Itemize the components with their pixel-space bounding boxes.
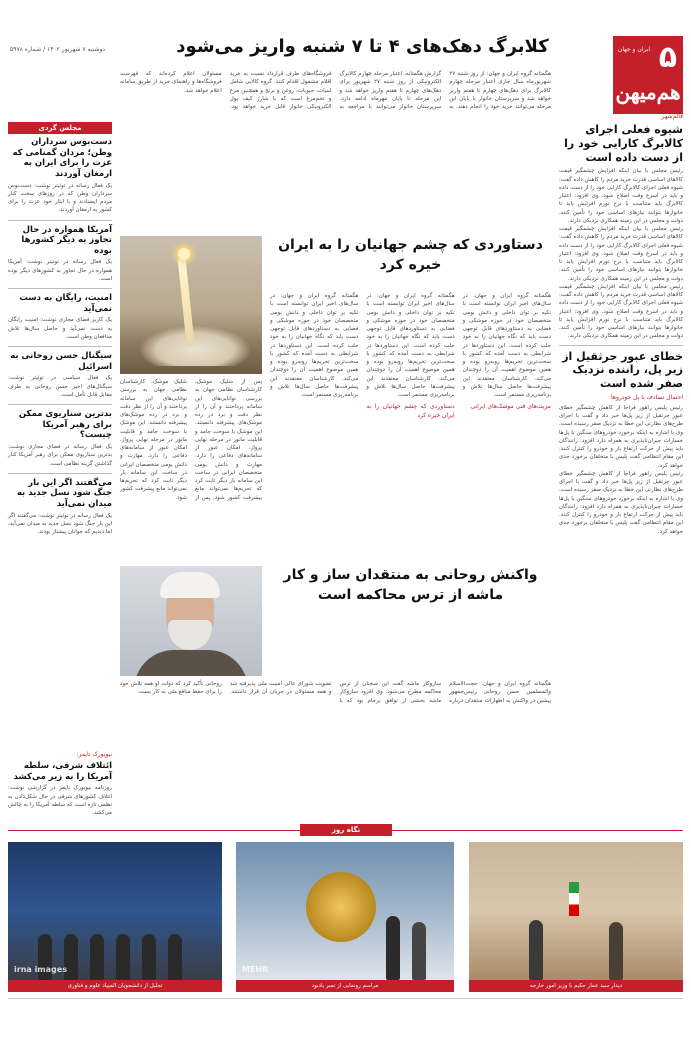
right-news-column <box>559 36 683 816</box>
agency-watermark: MEHR <box>242 965 269 974</box>
photo-section-label: نگاه روز <box>300 824 392 836</box>
section-label: ایران و جهان <box>617 46 651 53</box>
world-item-title: دست‌بوس سرداران وطن؛ مردان گمنامی که عزت را برای ایران به ارمغان آوردند <box>12 137 112 179</box>
story2-subhead-1: مزیت‌های فنی موشک‌های ایرانی <box>470 403 551 411</box>
world-item-body: یک فعال رسانه در توئیتر نوشت: آمریکا همواره در حال تجاوز به کشورهای دیگر بوده است. <box>8 259 112 282</box>
person-figure <box>529 920 543 980</box>
divider <box>8 220 112 221</box>
story2-body <box>270 292 551 562</box>
missile-flare <box>178 248 190 260</box>
left-story1-body-cont-2: رئیس مجلس با بیان اینکه افزایش چشمگیر قیمت کالاهای اساسی قدرت خرید مردم را کاهش داده گفت: شیوه فعلی اجرای کالابرگ کارایی خود را از دست داده و باید در اسرع وقت اصلاح شود. وی افزود: اعتبار کالابرگ باید متناسب با نرخ تورم افزایش یابد تا خانوارها بتوانند نیازهای اساسی خود را تأمین کنند. دولت و مجلس در این زمینه همکاری نزدیکی دارند. <box>559 283 683 340</box>
divider <box>8 346 112 347</box>
left-story2-sub: احتمال تصادف با پل خودروها <box>610 393 683 401</box>
story3-body <box>120 680 551 772</box>
left-story2-body-cont: رئیس پلیس راهور فراجا از کاهش چشمگیر خطای عبور جرثقیل از زیر پل‌ها خبر داد و گفت با اجرای طرح‌های نظارتی این خطا به نزدیک صفر رسیده است. وی با اشاره به اینکه برخورد خودروهای سنگین با پل‌ها خسارات جبران‌ناپذیری به همراه دارد افزود: رانندگان باید پیش از حرکت ارتفاع بار و خودرو را کنترل کنند. این مقام انتظامی گفت پلیس با متخلفان برخورد جدی خواهد کرد. <box>559 470 683 535</box>
newspaper-logo: هم‌میهن <box>615 80 681 104</box>
photo-caption: دیدار سید عمار حکیم با وزیر امور خارجه <box>469 980 683 992</box>
divider <box>8 288 112 289</box>
rouhani-portrait <box>120 566 262 676</box>
agency-watermark: irna images <box>14 965 67 974</box>
person-figure <box>90 934 104 980</box>
column-header: مجلس گردی <box>8 122 112 134</box>
story2-text: هگمتانه گروه ایران و جهان: در سال‌های اخیر ایران توانسته است با تکیه بر توان داخلی و دانش بومی متخصصان خود در حوزه موشکی و فضایی به دستاوردهای قابل توجهی دست یابد که نگاه جهانیان را به خود جلب کرده است. این دستاوردها در شرایطی به دست آمده که کشور با سخت‌ترین تحریم‌ها روبه‌رو بوده و همین موضوع اهمیت آن را دوچندان می‌کند. کارشناسان معتقدند این پیشرفت‌ها حاصل سال‌ها تلاش و برنامه‌ریزی مستمر است. <box>462 293 551 398</box>
flag-icon <box>569 882 579 916</box>
photo-caption: تجلیل از دانشجویان المپیاد علوم و فناوری <box>8 980 222 992</box>
world-item-body: یک کاربر فضای مجازی نوشت: امنیت رایگان به دست نمی‌آید و حاصل سال‌ها تلاش مدافعان وطن است. <box>8 317 112 340</box>
world-item-body: یک فعال رسانه در توئیتر نوشت: دست‌بوس سرداران وطن که در روزهای سخت کنار مردم ایستادند و با ایثار خود عزت را برای کشور به ارمغان آوردند. <box>8 182 112 214</box>
person-figure <box>168 934 182 980</box>
missile-caption-text-2: پس از شلیک موشک، کارشناسان نظامی جهان به بررسی توانایی‌های این سامانه پرداختند و آن را از نظر دقت و برد در رده موشک‌های پیشرفته دانستند. این موشک با سوخت جامد و قابلیت مانور در مرحله نهایی پرواز، امکان عبور از سامانه‌های دفاعی را دارد. مهارت و دانش بومی متخصصان ایرانی در ساخت این سامانه بار دیگر ثابت کرد که تحریم‌ها نمی‌تواند مانع پیشرفت کشور شود. <box>120 379 211 501</box>
person-figure <box>116 934 130 980</box>
world-item-title: امنیت، رایگان به دست نمی‌آید <box>19 293 112 314</box>
nyt-kicker: نیویورک تایمز: <box>76 751 112 758</box>
person-figure <box>412 922 426 980</box>
left-story1-body: رئیس مجلس با بیان اینکه افزایش چشمگیر قیمت کالاهای اساسی قدرت خرید مردم را کاهش داده گفت: شیوه فعلی اجرای کالابرگ کارایی خود را از دست داده و باید در اسرع وقت اصلاح شود. وی افزود: اعتبار کالابرگ باید متناسب با نرخ تورم افزایش یابد تا خانوارها بتوانند نیازهای اساسی خود را تأمین کنند. دولت و مجلس در این زمینه همکاری نزدیکی دارند. <box>559 168 683 224</box>
missile-caption <box>120 378 262 562</box>
story2-subhead-2: دستاوردی که چشم جهانیان را به ایران خیره کرد <box>366 403 455 420</box>
left-story2-body: رئیس پلیس راهور فراجا از کاهش چشمگیر خطای عبور جرثقیل از زیر پل‌ها خبر داد و گفت با اجرای طرح‌های نظارتی این خطا به نزدیک صفر رسیده است. وی با اشاره به اینکه برخورد خودروهای سنگین با پل‌ها خسارات جبران‌ناپذیری به همراه دارد افزود: رانندگان باید پیش از حرکت ارتفاع بار و خودرو را کنترل کنند. این مقام انتظامی گفت پلیس با متخلفان برخورد جدی خواهد کرد. <box>559 404 683 469</box>
main-headline-block <box>120 30 605 64</box>
social-media-column <box>8 122 112 742</box>
story2-title: دستاوردی که چشم جهانیان را به ایران خیره کرد <box>278 237 543 273</box>
world-item-title: می‌گفتند اگر این بار جنگ شود نسل جدید به میدان نمی‌آید <box>16 477 112 509</box>
lead-story-body: هگمتانه گروه ایران و جهان: از روز شنبه ۲۷ شهریورماه سال جاری اعتبار مرحله چهارم کالابرگ برای دهک‌های چهارم تا هفتم واریز خواهد شد و سرپرستان خانوار با پایان این مرحله می‌توانند خرید خود را انجام دهند. به گزارش هگمتانه، اعتبار مرحله چهارم کالابرگ الکترونیکی از روز شنبه ۲۷ شهریور برای دهک‌های چهارم تا هفتم واریز خواهد شد و این مرحله تا پایان مهرماه ادامه دارد. سرپرستان خانوار می‌توانند با مراجعه به فروشگاه‌های طرف قرارداد نسبت به خرید اقلام مشمول اقدام کنند. گروه کالایی شامل لبنیات، حبوبات، روغن و برنج و همچنین مرغ و تخم‌مرغ است که با شارژ کیف پول الکترونیکی خانوار قابل خرید خواهد بود. مسئولان اعلام کرده‌اند که فهرست فروشگاه‌ها و راهنمای خرید از طریق سامانه اعلام خواهد شد. <box>120 71 551 110</box>
person-figure <box>609 922 623 980</box>
story3-text: هگمتانه گروه ایران و جهان: حجت‌الاسلام والمسلمین حسن روحانی رئیس‌جمهور پیشین در واکنش به اظهارات منتقدان درباره سازوکار ماشه گفت این سخنان از ترس محاکمه مطرح می‌شود. وی افزود سازوکار ماشه بخشی از توافق برجام بود که با تصویب شورای عالی امنیت ملی پذیرفته شد و همه مسئولان در جریان آن قرار داشتند. روحانی تأکید کرد که دولت او همه تلاش خود را برای حفظ منافع ملی به کار بست. <box>120 681 551 704</box>
photo-students <box>8 842 222 992</box>
bottom-divider <box>8 998 683 999</box>
story2-title-block <box>270 236 551 286</box>
world-item-title: بدترین سناریوی ممکن برای رهبر آمریکا چیست؟ <box>18 409 112 441</box>
smoke-cloud <box>140 326 250 366</box>
photo-caption: مراسم رونمایی از تمبر یادبود <box>236 980 454 992</box>
world-item-body: یک فعال رسانه در فضای مجازی نوشت: بدترین سناریوی ممکن برای رهبر آمریکا کنار گذاشتن گزینه نظامی است. <box>8 444 112 467</box>
commemorative-medallion <box>306 872 376 942</box>
story2-text-cont-2: هگمتانه گروه ایران و جهان: در سال‌های اخیر ایران توانسته است با تکیه بر توان داخلی و دانش بومی متخصصان خود در حوزه موشکی و فضایی به دستاوردهای قابل توجهی دست یابد که نگاه جهانیان را به خود جلب کرده است. این دستاوردها در شرایطی به دست آمده که کشور با سخت‌ترین تحریم‌ها روبه‌رو بوده و همین موضوع اهمیت آن را دوچندان می‌کند. کارشناسان معتقدند این پیشرفت‌ها حاصل سال‌ها تلاش و برنامه‌ریزی مستمر است. <box>270 293 359 398</box>
left-col-kicker: قائم‌شهر <box>661 113 683 120</box>
person-figure <box>386 916 400 980</box>
divider <box>559 345 683 346</box>
issue-info: دوشنبه ۷ شهریور ۱۴۰۲ / شماره ۵۹۷۸ <box>10 46 106 53</box>
person-figure <box>142 934 156 980</box>
missile-launch-photo <box>120 236 262 374</box>
nyt-title: ائتلاف شرقی، سلطه آمریکا را به زیر می‌کشد <box>13 761 112 782</box>
world-item-body: یک فعال رسانه در توئیتر نوشت: می‌گفتند اگر این بار جنگ شود نسل جدید به میدان نمی‌آید، اما دیدیم که جوانان پیشتاز بودند. <box>8 512 112 536</box>
story2-text-cont: هگمتانه گروه ایران و جهان: در سال‌های اخیر ایران توانسته است با تکیه بر توان داخلی و دانش بومی متخصصان خود در حوزه موشکی و فضایی به دستاوردهای قابل توجهی دست یابد که نگاه جهانیان را به خود جلب کرده است. این دستاوردها در شرایطی به دست آمده که کشور با سخت‌ترین تحریم‌ها روبه‌رو بوده و همین موضوع اهمیت آن را دوچندان می‌کند. کارشناسان معتقدند این پیشرفت‌ها حاصل سال‌ها تلاش و برنامه‌ریزی مستمر است. <box>366 293 455 398</box>
world-item-title: سیگنال حسن روحانی به اسرائیل <box>10 351 112 372</box>
nyt-body: روزنامه نیویورک تایمز در گزارشی نوشت: ائتلاف کشورهای شرقی در حال شکل‌دادن به نظمی تازه است که سلطه آمریکا را به چالش می‌کشد. <box>8 785 112 816</box>
page-number: ۵ <box>658 40 677 75</box>
divider <box>8 404 112 405</box>
world-item-body: یک فعال سیاسی در توئیتر نوشت: سیگنال‌های اخیر حسن روحانی به طرف مقابل قابل تأمل است. <box>8 375 112 398</box>
story3-title-block <box>270 566 551 624</box>
robe-shape <box>134 650 248 676</box>
divider <box>8 473 112 474</box>
photo-meeting <box>469 842 683 992</box>
beard-shape <box>168 620 212 650</box>
story3-title: واکنش روحانی به منتقدان ساز و کار ماشه از ترس محاکمه است <box>283 567 538 603</box>
nyt-box <box>8 748 112 824</box>
world-item-title: آمریکا همواره در حال تجاوز به دیگر کشورها بوده <box>21 224 112 256</box>
turban-shape <box>160 572 220 598</box>
missile-caption-text: پس از شلیک موشک، کارشناسان نظامی جهان به بررسی توانایی‌های این سامانه پرداختند و آن را از نظر دقت و برد در رده موشک‌های پیشرفته دانستند. این موشک با سوخت جامد و قابلیت مانور در مرحله نهایی پرواز، امکان عبور از سامانه‌های دفاعی را دارد. مهارت و دانش بومی متخصصان ایرانی در ساخت این سامانه بار دیگر ثابت کرد که تحریم‌ها نمی‌تواند مانع پیشرفت کشور شود. <box>195 379 262 501</box>
left-story1-title: شیوه فعلی اجرای کالابرگ کارایی خود را از دست داده است <box>564 123 683 164</box>
left-story1-body-cont: رئیس مجلس با بیان اینکه افزایش چشمگیر قیمت کالاهای اساسی قدرت خرید مردم را کاهش داده گفت: شیوه فعلی اجرای کالابرگ کارایی خود را از دست داده و باید در اسرع وقت اصلاح شود. وی افزود: اعتبار کالابرگ باید متناسب با نرخ تورم افزایش یابد تا خانوارها بتوانند نیازهای اساسی خود را تأمین کنند. دولت و مجلس در این زمینه همکاری نزدیکی دارند. <box>559 226 683 282</box>
main-headline: کلابرگ دهک‌های ۴ تا ۷ شنبه واریز می‌شود <box>176 36 549 57</box>
photo-ceremony <box>236 842 454 992</box>
left-story2-title: خطای عبور جرثقیل از زیر پل، راننده نزدیک صفر شده است <box>562 349 683 390</box>
